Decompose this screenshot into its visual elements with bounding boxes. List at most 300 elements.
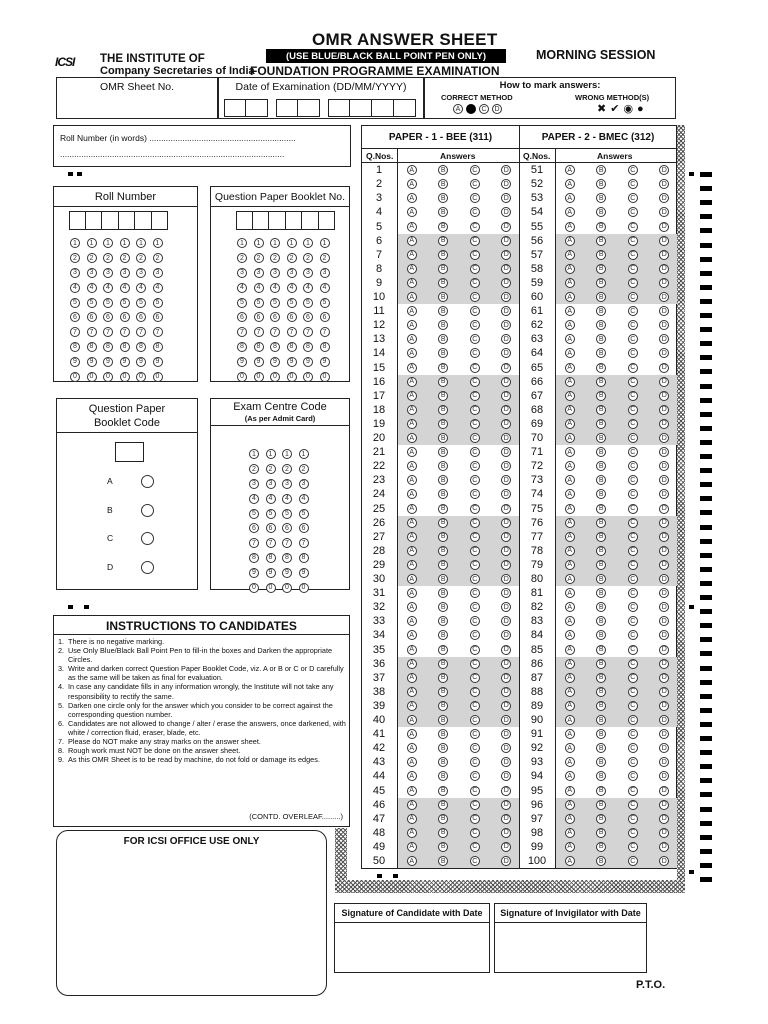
booklet-write-box[interactable] [319, 211, 336, 230]
answer-bubble-c[interactable]: C [628, 546, 638, 556]
answer-bubble-a[interactable]: A [565, 320, 575, 330]
answer-bubble-b[interactable]: B [438, 165, 448, 175]
booklet-bubble[interactable]: 0 [303, 372, 313, 382]
centre-bubble[interactable]: 6 [266, 523, 276, 533]
roll-bubble[interactable]: 5 [120, 298, 130, 308]
answer-bubble-d[interactable]: D [501, 828, 511, 838]
answer-bubble-c[interactable]: C [470, 419, 480, 429]
centre-bubble[interactable]: 5 [249, 509, 259, 519]
answer-bubble-a[interactable]: A [565, 588, 575, 598]
answer-bubble-b[interactable]: B [438, 419, 448, 429]
answer-bubble-b[interactable]: B [596, 602, 606, 612]
answer-bubble-b[interactable]: B [438, 800, 448, 810]
answer-bubble-b[interactable]: B [438, 320, 448, 330]
answer-bubble-d[interactable]: D [501, 292, 511, 302]
answer-bubble-b[interactable]: B [596, 179, 606, 189]
answer-bubble-d[interactable]: D [659, 842, 669, 852]
answer-bubble-b[interactable]: B [596, 363, 606, 373]
answer-bubble-b[interactable]: B [596, 588, 606, 598]
answer-bubble-c[interactable]: C [470, 645, 480, 655]
answer-bubble-b[interactable]: B [596, 334, 606, 344]
answer-bubble-d[interactable]: D [659, 743, 669, 753]
roll-bubble[interactable]: 9 [87, 357, 97, 367]
answer-bubble-c[interactable]: C [628, 320, 638, 330]
answer-bubble-d[interactable]: D [501, 842, 511, 852]
roll-bubble[interactable]: 4 [103, 283, 113, 293]
answer-bubble-b[interactable]: B [438, 814, 448, 824]
roll-bubble[interactable]: 8 [153, 342, 163, 352]
centre-bubble[interactable]: 5 [266, 509, 276, 519]
answer-bubble-a[interactable]: A [565, 447, 575, 457]
answer-bubble-b[interactable]: B [596, 222, 606, 232]
answer-bubble-a[interactable]: A [407, 771, 417, 781]
answer-bubble-c[interactable]: C [470, 828, 480, 838]
booklet-bubble[interactable]: 2 [320, 253, 330, 263]
answer-bubble-c[interactable]: C [628, 630, 638, 640]
answer-bubble-c[interactable]: C [470, 687, 480, 697]
answer-bubble-a[interactable]: A [565, 687, 575, 697]
answer-bubble-c[interactable]: C [628, 165, 638, 175]
answer-bubble-a[interactable]: A [565, 193, 575, 203]
answer-bubble-a[interactable]: A [565, 348, 575, 358]
answer-bubble-d[interactable]: D [501, 532, 511, 542]
roll-bubble[interactable]: 8 [87, 342, 97, 352]
roll-bubble[interactable]: 7 [153, 327, 163, 337]
answer-bubble-a[interactable]: A [407, 320, 417, 330]
centre-bubble[interactable]: 3 [299, 479, 309, 489]
answer-bubble-a[interactable]: A [565, 842, 575, 852]
answer-bubble-c[interactable]: C [470, 757, 480, 767]
answer-bubble-a[interactable]: A [565, 701, 575, 711]
answer-bubble-d[interactable]: D [501, 715, 511, 725]
answer-bubble-d[interactable]: D [501, 771, 511, 781]
booklet-bubble[interactable]: 8 [303, 342, 313, 352]
answer-bubble-b[interactable]: B [596, 250, 606, 260]
answer-bubble-c[interactable]: C [470, 433, 480, 443]
answer-bubble-a[interactable]: A [407, 701, 417, 711]
answer-bubble-b[interactable]: B [596, 377, 606, 387]
answer-bubble-b[interactable]: B [438, 348, 448, 358]
booklet-bubble[interactable]: 0 [237, 372, 247, 382]
answer-bubble-a[interactable]: A [565, 264, 575, 274]
answer-bubble-b[interactable]: B [596, 419, 606, 429]
booklet-bubble[interactable]: 5 [303, 298, 313, 308]
answer-bubble-a[interactable]: A [407, 475, 417, 485]
answer-bubble-c[interactable]: C [628, 222, 638, 232]
answer-bubble-b[interactable]: B [596, 306, 606, 316]
booklet-bubble[interactable]: 8 [237, 342, 247, 352]
answer-bubble-c[interactable]: C [470, 489, 480, 499]
answer-bubble-d[interactable]: D [501, 659, 511, 669]
roll-bubble[interactable]: 9 [136, 357, 146, 367]
answer-bubble-a[interactable]: A [407, 377, 417, 387]
booklet-bubble[interactable]: 3 [303, 268, 313, 278]
booklet-bubble[interactable]: 9 [254, 357, 264, 367]
booklet-bubble[interactable]: 4 [270, 283, 280, 293]
answer-bubble-c[interactable]: C [470, 504, 480, 514]
answer-bubble-b[interactable]: B [438, 447, 448, 457]
centre-bubble[interactable]: 4 [282, 494, 292, 504]
answer-bubble-b[interactable]: B [438, 377, 448, 387]
answer-bubble-b[interactable]: B [438, 236, 448, 246]
answer-bubble-b[interactable]: B [438, 645, 448, 655]
answer-bubble-a[interactable]: A [407, 165, 417, 175]
answer-bubble-b[interactable]: B [596, 786, 606, 796]
answer-bubble-a[interactable]: A [407, 560, 417, 570]
answer-bubble-d[interactable]: D [501, 377, 511, 387]
booklet-bubble[interactable]: 4 [287, 283, 297, 293]
answer-bubble-c[interactable]: C [628, 405, 638, 415]
roll-write-box[interactable] [119, 211, 136, 230]
answer-bubble-d[interactable]: D [659, 771, 669, 781]
answer-bubble-a[interactable]: A [565, 278, 575, 288]
answer-bubble-d[interactable]: D [501, 743, 511, 753]
booklet-write-box[interactable] [269, 211, 286, 230]
answer-bubble-d[interactable]: D [659, 616, 669, 626]
answer-bubble-b[interactable]: B [438, 687, 448, 697]
answer-bubble-b[interactable]: B [438, 828, 448, 838]
answer-bubble-b[interactable]: B [438, 659, 448, 669]
answer-bubble-c[interactable]: C [628, 743, 638, 753]
booklet-bubble[interactable]: 5 [254, 298, 264, 308]
answer-bubble-b[interactable]: B [438, 574, 448, 584]
booklet-bubble[interactable]: 3 [287, 268, 297, 278]
answer-bubble-d[interactable]: D [659, 673, 669, 683]
answer-bubble-b[interactable]: B [438, 842, 448, 852]
answer-bubble-a[interactable]: A [407, 348, 417, 358]
answer-bubble-c[interactable]: C [628, 687, 638, 697]
omr-sheet-no-box[interactable] [56, 77, 218, 119]
roll-bubble[interactable]: 4 [120, 283, 130, 293]
booklet-code-option-bubble[interactable] [141, 475, 154, 488]
answer-bubble-d[interactable]: D [659, 588, 669, 598]
booklet-bubble[interactable]: 0 [320, 372, 330, 382]
answer-bubble-a[interactable]: A [407, 588, 417, 598]
answer-bubble-a[interactable]: A [565, 659, 575, 669]
answer-bubble-a[interactable]: A [565, 419, 575, 429]
answer-bubble-d[interactable]: D [501, 447, 511, 457]
answer-bubble-b[interactable]: B [438, 743, 448, 753]
answer-bubble-d[interactable]: D [659, 334, 669, 344]
booklet-write-box[interactable] [236, 211, 253, 230]
answer-bubble-d[interactable]: D [501, 588, 511, 598]
answer-bubble-d[interactable]: D [659, 433, 669, 443]
booklet-bubble[interactable]: 6 [287, 312, 297, 322]
answer-bubble-b[interactable]: B [596, 687, 606, 697]
answer-bubble-b[interactable]: B [438, 504, 448, 514]
answer-bubble-c[interactable]: C [470, 179, 480, 189]
answer-bubble-c[interactable]: C [628, 800, 638, 810]
roll-bubble[interactable]: 5 [103, 298, 113, 308]
answer-bubble-b[interactable]: B [438, 786, 448, 796]
centre-bubble[interactable]: 3 [282, 479, 292, 489]
answer-bubble-d[interactable]: D [659, 193, 669, 203]
answer-bubble-c[interactable]: C [470, 546, 480, 556]
answer-bubble-a[interactable]: A [565, 574, 575, 584]
answer-bubble-a[interactable]: A [407, 856, 417, 866]
roll-bubble[interactable]: 2 [120, 253, 130, 263]
answer-bubble-a[interactable]: A [407, 602, 417, 612]
booklet-bubble[interactable]: 6 [270, 312, 280, 322]
answer-bubble-b[interactable]: B [596, 673, 606, 683]
answer-bubble-a[interactable]: A [565, 179, 575, 189]
booklet-bubble[interactable]: 0 [270, 372, 280, 382]
answer-bubble-c[interactable]: C [470, 377, 480, 387]
roll-bubble[interactable]: 1 [120, 238, 130, 248]
answer-bubble-b[interactable]: B [596, 715, 606, 725]
roll-bubble[interactable]: 1 [87, 238, 97, 248]
answer-bubble-d[interactable]: D [659, 800, 669, 810]
roll-words-box[interactable] [53, 125, 351, 167]
answer-bubble-d[interactable]: D [501, 320, 511, 330]
answer-bubble-d[interactable]: D [659, 264, 669, 274]
centre-bubble[interactable]: 6 [299, 523, 309, 533]
booklet-bubble[interactable]: 2 [237, 253, 247, 263]
answer-bubble-c[interactable]: C [470, 659, 480, 669]
answer-bubble-b[interactable]: B [596, 743, 606, 753]
answer-bubble-b[interactable]: B [596, 842, 606, 852]
answer-bubble-b[interactable]: B [438, 475, 448, 485]
answer-bubble-b[interactable]: B [596, 475, 606, 485]
answer-bubble-a[interactable]: A [407, 715, 417, 725]
booklet-bubble[interactable]: 6 [303, 312, 313, 322]
roll-bubble[interactable]: 0 [136, 372, 146, 382]
roll-write-box[interactable] [69, 211, 86, 230]
answer-bubble-d[interactable]: D [659, 757, 669, 767]
date-cells[interactable] [224, 99, 416, 117]
answer-bubble-c[interactable]: C [628, 419, 638, 429]
answer-bubble-c[interactable]: C [470, 278, 480, 288]
answer-bubble-d[interactable]: D [501, 856, 511, 866]
booklet-bubble[interactable]: 5 [320, 298, 330, 308]
answer-bubble-c[interactable]: C [470, 560, 480, 570]
answer-bubble-d[interactable]: D [659, 630, 669, 640]
booklet-bubble[interactable]: 8 [287, 342, 297, 352]
answer-bubble-d[interactable]: D [659, 504, 669, 514]
answer-bubble-a[interactable]: A [565, 630, 575, 640]
answer-bubble-d[interactable]: D [501, 645, 511, 655]
answer-bubble-d[interactable]: D [501, 405, 511, 415]
booklet-bubble[interactable]: 1 [270, 238, 280, 248]
answer-bubble-d[interactable]: D [659, 236, 669, 246]
answer-bubble-b[interactable]: B [438, 250, 448, 260]
answer-bubble-a[interactable]: A [565, 828, 575, 838]
answer-bubble-c[interactable]: C [470, 447, 480, 457]
answer-bubble-c[interactable]: C [470, 729, 480, 739]
answer-bubble-a[interactable]: A [565, 757, 575, 767]
booklet-bubble[interactable]: 8 [320, 342, 330, 352]
answer-bubble-a[interactable]: A [565, 645, 575, 655]
answer-bubble-d[interactable]: D [659, 320, 669, 330]
centre-bubble[interactable]: 5 [282, 509, 292, 519]
answer-bubble-d[interactable]: D [659, 306, 669, 316]
answer-bubble-a[interactable]: A [565, 489, 575, 499]
answer-bubble-c[interactable]: C [470, 616, 480, 626]
answer-bubble-c[interactable]: C [470, 800, 480, 810]
answer-bubble-c[interactable]: C [470, 461, 480, 471]
booklet-bubble[interactable]: 2 [254, 253, 264, 263]
answer-bubble-a[interactable]: A [565, 292, 575, 302]
answer-bubble-a[interactable]: A [565, 461, 575, 471]
booklet-bubble[interactable]: 7 [254, 327, 264, 337]
answer-bubble-a[interactable]: A [407, 786, 417, 796]
answer-bubble-d[interactable]: D [659, 363, 669, 373]
booklet-bubble[interactable]: 7 [270, 327, 280, 337]
answer-bubble-a[interactable]: A [565, 673, 575, 683]
booklet-bubble[interactable]: 1 [303, 238, 313, 248]
answer-bubble-c[interactable]: C [470, 165, 480, 175]
answer-bubble-b[interactable]: B [438, 278, 448, 288]
answer-bubble-a[interactable]: A [407, 236, 417, 246]
answer-bubble-c[interactable]: C [470, 320, 480, 330]
booklet-bubble[interactable]: 5 [287, 298, 297, 308]
answer-bubble-c[interactable]: C [628, 475, 638, 485]
roll-write-boxes[interactable] [69, 211, 168, 230]
roll-bubble[interactable]: 2 [136, 253, 146, 263]
answer-bubble-b[interactable]: B [596, 278, 606, 288]
answer-bubble-a[interactable]: A [407, 630, 417, 640]
answer-bubble-c[interactable]: C [470, 264, 480, 274]
answer-bubble-d[interactable]: D [501, 687, 511, 697]
answer-bubble-c[interactable]: C [628, 701, 638, 711]
answer-bubble-c[interactable]: C [628, 715, 638, 725]
answer-bubble-b[interactable]: B [596, 645, 606, 655]
answer-bubble-d[interactable]: D [501, 814, 511, 824]
answer-bubble-c[interactable]: C [628, 193, 638, 203]
answer-bubble-a[interactable]: A [565, 532, 575, 542]
booklet-bubble[interactable]: 8 [254, 342, 264, 352]
answer-bubble-d[interactable]: D [501, 433, 511, 443]
roll-bubble[interactable]: 2 [87, 253, 97, 263]
roll-bubble[interactable]: 5 [153, 298, 163, 308]
answer-bubble-c[interactable]: C [628, 757, 638, 767]
booklet-bubble[interactable]: 7 [237, 327, 247, 337]
roll-bubble[interactable]: 1 [136, 238, 146, 248]
roll-bubble[interactable]: 6 [153, 312, 163, 322]
answer-bubble-a[interactable]: A [565, 250, 575, 260]
roll-bubble[interactable]: 3 [153, 268, 163, 278]
centre-bubble[interactable]: 8 [266, 553, 276, 563]
answer-bubble-d[interactable]: D [501, 363, 511, 373]
answer-bubble-d[interactable]: D [501, 757, 511, 767]
centre-bubble[interactable]: 0 [249, 583, 259, 593]
answer-bubble-c[interactable]: C [470, 193, 480, 203]
booklet-code-option-bubble[interactable] [141, 532, 154, 545]
answer-bubble-d[interactable]: D [501, 630, 511, 640]
answer-bubble-a[interactable]: A [565, 504, 575, 514]
booklet-bubble[interactable]: 9 [237, 357, 247, 367]
answer-bubble-b[interactable]: B [438, 757, 448, 767]
answer-bubble-d[interactable]: D [501, 165, 511, 175]
roll-bubble[interactable]: 8 [120, 342, 130, 352]
roll-bubble[interactable]: 7 [70, 327, 80, 337]
answer-bubble-b[interactable]: B [596, 701, 606, 711]
centre-bubble[interactable]: 9 [249, 568, 259, 578]
answer-bubble-c[interactable]: C [470, 715, 480, 725]
answer-bubble-b[interactable]: B [596, 207, 606, 217]
answer-bubble-b[interactable]: B [596, 489, 606, 499]
roll-bubble[interactable]: 0 [87, 372, 97, 382]
roll-bubble[interactable]: 2 [103, 253, 113, 263]
answer-bubble-c[interactable]: C [470, 588, 480, 598]
answer-bubble-b[interactable]: B [438, 306, 448, 316]
centre-bubble[interactable]: 2 [249, 464, 259, 474]
answer-bubble-c[interactable]: C [470, 630, 480, 640]
answer-bubble-c[interactable]: C [470, 292, 480, 302]
answer-bubble-a[interactable]: A [565, 786, 575, 796]
roll-bubble[interactable]: 6 [103, 312, 113, 322]
booklet-bubble[interactable]: 0 [287, 372, 297, 382]
answer-bubble-d[interactable]: D [659, 574, 669, 584]
answer-bubble-c[interactable]: C [628, 433, 638, 443]
booklet-bubble[interactable]: 1 [237, 238, 247, 248]
answer-bubble-d[interactable]: D [659, 222, 669, 232]
answer-bubble-c[interactable]: C [470, 306, 480, 316]
answer-bubble-a[interactable]: A [565, 814, 575, 824]
answer-bubble-d[interactable]: D [659, 729, 669, 739]
answer-bubble-c[interactable]: C [628, 856, 638, 866]
roll-bubble[interactable]: 5 [70, 298, 80, 308]
answer-bubble-a[interactable]: A [407, 828, 417, 838]
booklet-code-option-bubble[interactable] [141, 561, 154, 574]
answer-bubble-b[interactable]: B [596, 348, 606, 358]
booklet-bubble[interactable]: 1 [287, 238, 297, 248]
answer-bubble-d[interactable]: D [501, 278, 511, 288]
answer-bubble-a[interactable]: A [407, 334, 417, 344]
answer-bubble-d[interactable]: D [659, 165, 669, 175]
answer-bubble-b[interactable]: B [438, 532, 448, 542]
answer-bubble-c[interactable]: C [470, 348, 480, 358]
answer-bubble-c[interactable]: C [628, 250, 638, 260]
booklet-bubble[interactable]: 6 [237, 312, 247, 322]
answer-bubble-b[interactable]: B [596, 856, 606, 866]
sig-invigilator-box[interactable] [494, 903, 647, 973]
booklet-bubble[interactable]: 6 [254, 312, 264, 322]
answer-bubble-d[interactable]: D [659, 687, 669, 697]
answer-bubble-d[interactable]: D [501, 546, 511, 556]
answer-bubble-a[interactable]: A [565, 433, 575, 443]
exam-centre-grid[interactable] [249, 447, 315, 595]
answer-bubble-b[interactable]: B [596, 757, 606, 767]
answer-bubble-b[interactable]: B [438, 616, 448, 626]
answer-bubble-a[interactable]: A [407, 222, 417, 232]
answer-bubble-b[interactable]: B [438, 701, 448, 711]
answer-bubble-c[interactable]: C [470, 222, 480, 232]
booklet-bubble[interactable]: 4 [303, 283, 313, 293]
answer-bubble-d[interactable]: D [659, 461, 669, 471]
answer-bubble-c[interactable]: C [628, 602, 638, 612]
answer-bubble-d[interactable]: D [501, 193, 511, 203]
roll-bubble[interactable]: 7 [136, 327, 146, 337]
answer-bubble-c[interactable]: C [470, 405, 480, 415]
booklet-bubble[interactable]: 7 [287, 327, 297, 337]
booklet-bubble[interactable]: 3 [254, 268, 264, 278]
answer-bubble-b[interactable]: B [596, 405, 606, 415]
answer-bubble-b[interactable]: B [438, 560, 448, 570]
answer-bubble-c[interactable]: C [470, 518, 480, 528]
roll-bubble[interactable]: 4 [87, 283, 97, 293]
centre-bubble[interactable]: 4 [266, 494, 276, 504]
answer-bubble-a[interactable]: A [407, 433, 417, 443]
answer-bubble-c[interactable]: C [470, 786, 480, 796]
answer-bubble-d[interactable]: D [659, 659, 669, 669]
answer-bubble-a[interactable]: A [565, 236, 575, 246]
booklet-bubble[interactable]: 5 [270, 298, 280, 308]
answer-bubble-d[interactable]: D [501, 264, 511, 274]
answer-bubble-b[interactable]: B [596, 729, 606, 739]
roll-bubble[interactable]: 5 [87, 298, 97, 308]
answer-bubble-d[interactable]: D [659, 602, 669, 612]
